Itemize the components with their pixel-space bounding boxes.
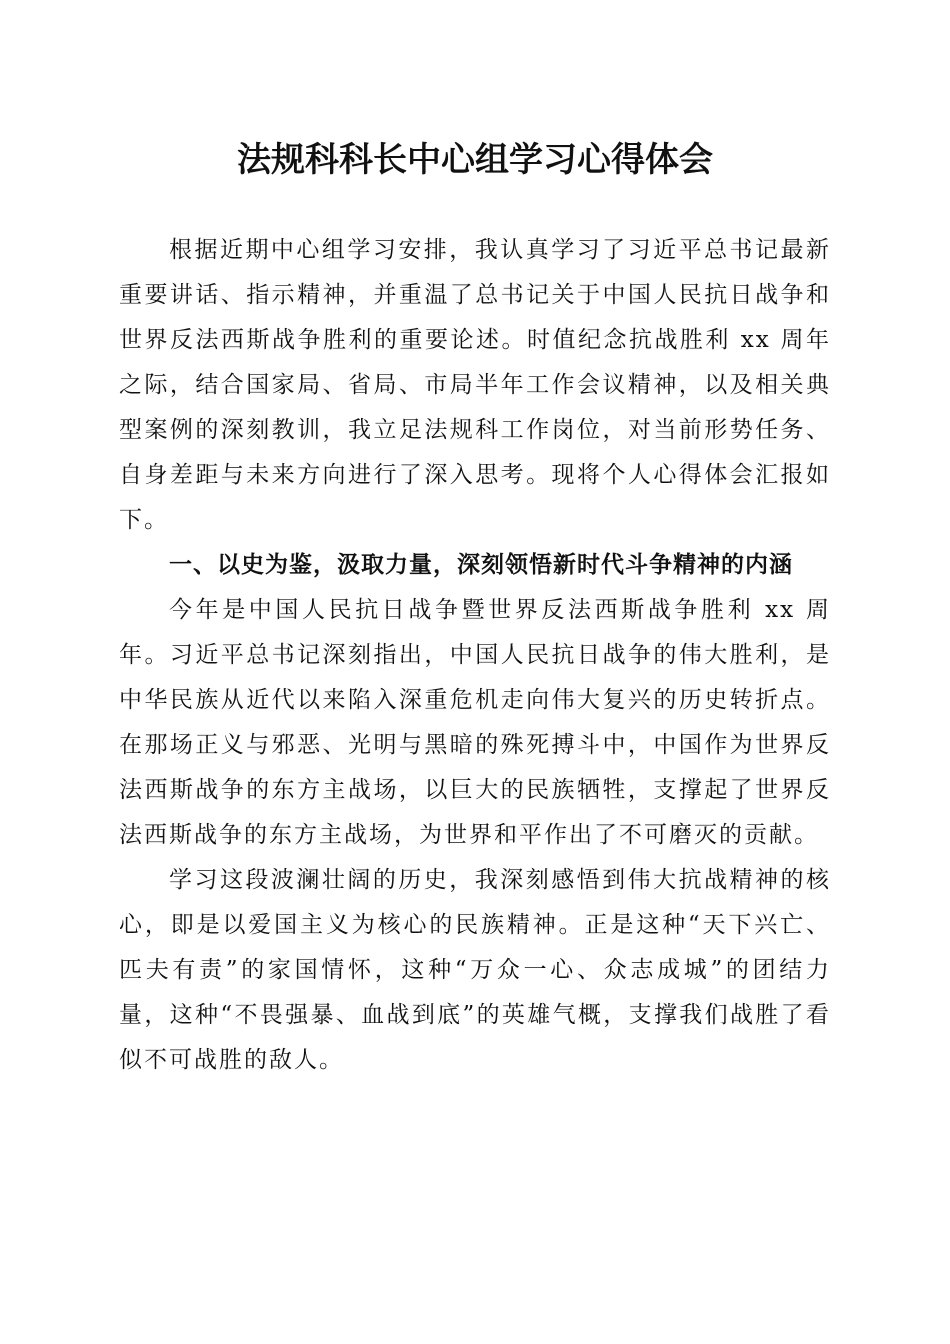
section-1-paragraph-1: 今年是中国人民抗日战争暨世界反法西斯战争胜利 xx 周年。习近平总书记深刻指出，中国人民抗日战争的伟大胜利，是中华民族从近代以来陷入深重危机走向伟大复兴的历史转折点。在那场正义与邪恶、光明与黑暗的殊死搏斗中，中国作为世界反法西斯战争的东方主战场，以巨大的民族牺牲，支撑起了世界反法西斯战争的东方主战场，为世界和平作出了不可磨灭的贡献。 [119,597,831,848]
document-title: 法规科科长中心组学习心得体会 [237,140,713,180]
intro-paragraph: 根据近期中心组学习安排，我认真学习了习近平总书记最新重要讲话、指示精神，并重温了总书记关于中国人民抗日战争和世界反法西斯战争胜利的重要论述。时值纪念抗战胜利 xx 周年之际，结合国家局、省局、市局半年工作会议精神，以及相关典型案例的深刻教训，我立足法规科工作岗位，对当前形势任务、自身差距与未来方向进行了深入思考。现将个人心得体会汇报如下。 [119,237,831,533]
section-heading-1: 一、以史为鉴，汲取力量，深刻领悟新时代斗争精神的内涵 [169,552,793,578]
section-1-paragraph-2: 学习这段波澜壮阔的历史，我深刻感悟到伟大抗战精神的核心，即是以爱国主义为核心的民族精神。正是这种“天下兴亡、匹夫有责”的家国情怀，这种“万众一心、众志成城”的团结力量，这种“不畏强暴、血战到底”的英雄气概，支撑我们战胜了看似不可战胜的敌人。 [119,867,831,1073]
document-body [119,228,831,1083]
